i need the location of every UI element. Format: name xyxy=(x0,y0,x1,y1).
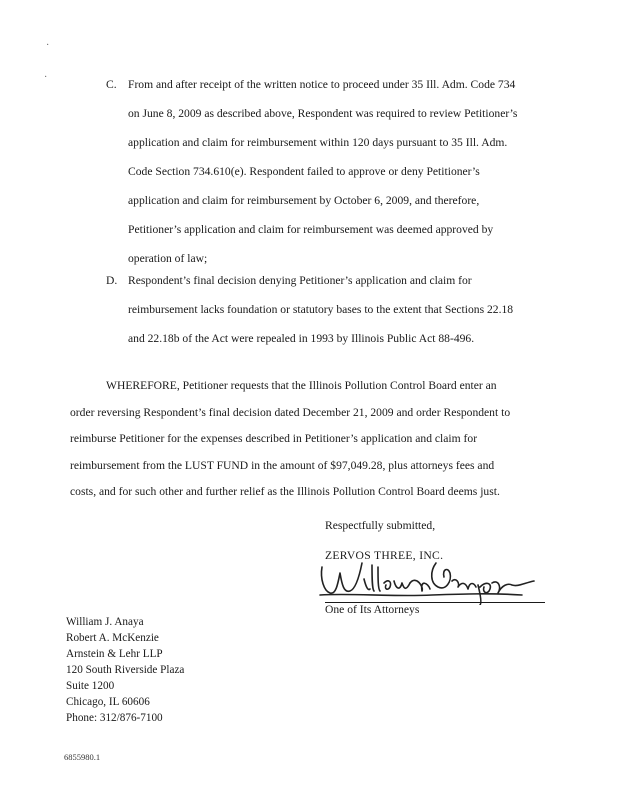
closing-salutation: Respectfully submitted, xyxy=(325,519,436,532)
address-line: Robert A. McKenzie xyxy=(66,632,159,644)
item-d-line: and 22.18b of the Act were repealed in 1993 by Illinois Public Act 88-496. xyxy=(128,332,475,345)
document-id: 6855980.1 xyxy=(64,752,101,762)
item-d-line: Respondent’s final decision denying Petitioner’s application and claim for xyxy=(128,274,472,287)
list-item-d xyxy=(106,266,566,356)
address-line: Suite 1200 xyxy=(66,680,115,692)
wherefore-line: costs, and for such other and further relief as the Illinois Pollution Control Board deems just. xyxy=(70,485,500,498)
item-c-line: Code Section 734.610(e). Respondent failed to approve or deny Petitioner’s xyxy=(128,165,480,178)
wherefore-paragraph xyxy=(70,373,550,513)
address-line: William J. Anaya xyxy=(66,616,144,628)
item-c-line: operation of law; xyxy=(128,252,208,265)
item-c-line: on June 8, 2009 as described above, Respondent was required to review Petitioner’s xyxy=(128,107,518,120)
handwritten-signature xyxy=(312,553,542,605)
address-line: Arnstein & Lehr LLP xyxy=(66,648,163,660)
signature-line xyxy=(325,602,545,616)
item-c-line: application and claim for reimbursement within 120 days pursuant to 35 Ill. Adm. xyxy=(128,136,508,149)
attorney-address xyxy=(66,614,184,726)
list-item-letter: D. xyxy=(106,274,118,287)
list-item-letter: C. xyxy=(106,78,117,91)
wherefore-line: reimburse Petitioner for the expenses described in Petitioner’s application and claim for xyxy=(70,432,478,445)
signature-caption: One of Its Attorneys xyxy=(325,603,420,616)
wherefore-line: reimbursement from the LUST FUND in the amount of $97,049.28, plus attorneys fees and xyxy=(70,458,495,472)
wherefore-line: WHEREFORE, Petitioner requests that the Illinois Pollution Control Board enter an xyxy=(106,379,497,392)
address-line: Phone: 312/876-7100 xyxy=(66,712,163,724)
wherefore-line: order reversing Respondent’s final decision dated December 21, 2009 and order Respondent to xyxy=(70,405,511,419)
item-d-line: reimbursement lacks foundation or statutory bases to the extent that Sections 22.18 xyxy=(128,303,514,316)
address-line: 120 South Riverside Plaza xyxy=(66,664,185,676)
item-c-line: From and after receipt of the written notice to proceed under 35 Ill. Adm. Code 734 xyxy=(128,78,516,91)
item-c-line: Petitioner’s application and claim for reimbursement was deemed approved by xyxy=(128,223,494,236)
list-item-c xyxy=(106,70,566,280)
margin-mark: · xyxy=(46,40,50,51)
company-name: ZERVOS THREE, INC. xyxy=(325,549,444,562)
address-line: Chicago, IL 60606 xyxy=(66,696,150,708)
item-c-line: application and claim for reimbursement by October 6, 2009, and therefore, xyxy=(128,194,480,207)
margin-mark: · xyxy=(44,72,48,83)
